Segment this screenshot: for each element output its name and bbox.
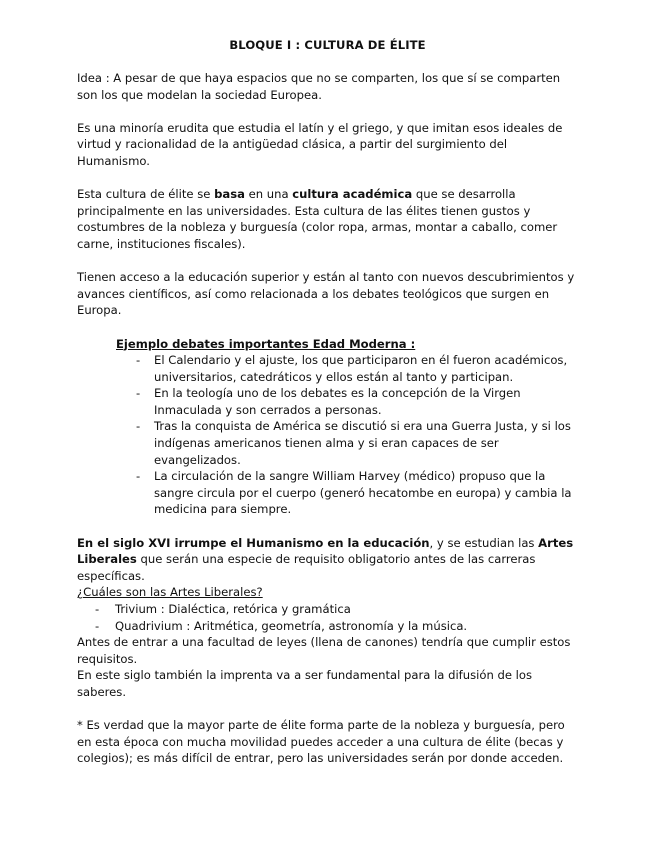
list-item: - Quadrivium : Aritmética, geometría, astronomía y la música. xyxy=(95,618,468,633)
requirements-paragraph: Antes de entrar a una facultad de leyes (llena de canones) tendría que cumplir estos requisitos. xyxy=(77,635,571,666)
list-item: - La circulación de la sangre William Harvey (médico) propuso que la sangre circula por el cuerpo (generó hecatombe en europa) y cambia la medicina para siempre. xyxy=(136,469,572,517)
minority-paragraph: Es una minoría erudita que estudia el latín y el griego, y que imitan esos ideales de virtud y racionalidad de la antigüedad clásica, a partir del surgimiento del Humanismo. xyxy=(77,120,563,168)
humanism-paragraph: En el siglo XVI irrumpe el Humanismo en la educación, y se estudian las Artes Liberales que serán una especie de requisito obligatorio antes de las carreras específicas. xyxy=(77,535,574,583)
list-item: - El Calendario y el ajuste, los que participaron en él fueron académicos, universitarios, catedráticos y ellos están al tanto y participan. xyxy=(136,353,568,384)
note-paragraph: * Es verdad que la mayor parte de élite forma parte de la nobleza y burguesía, pero en esta época con mucha movilidad puedes acceder a una cultura de élite (becas y colegios); es más difícil de entrar, pero las universidades serán por donde acceden. xyxy=(77,718,565,766)
list-item: - En la teología uno de los debates es la concepción de la Virgen Inmaculada y son cerrados a personas. xyxy=(136,386,521,417)
list-item: - Tras la conquista de América se discutió si era una Guerra Justa, y si los indígenas americanos tienen alma y si eran capaces de ser evangelizados. xyxy=(136,419,571,467)
examples-list xyxy=(136,352,582,518)
education-paragraph: Tienen acceso a la educación superior y están al tanto con nuevos descubrimientos y avances científicos, así como relacionada a los debates teológicos que surgen en Europa. xyxy=(77,270,575,318)
arts-question: ¿Cuáles son las Artes Liberales? xyxy=(77,585,263,600)
list-item: - Trivium : Dialéctica, retórica y gramática xyxy=(95,602,351,616)
examples-heading: Ejemplo debates importantes Edad Moderna : xyxy=(116,336,416,351)
bold-basa: basa xyxy=(214,187,245,202)
idea-paragraph: Idea : A pesar de que haya espacios que no se comparten, los que sí se comparten son los que modelan la sociedad Europea. xyxy=(77,71,561,102)
bold-cultura-academica: cultura académica xyxy=(292,187,413,202)
document-body xyxy=(77,70,582,767)
document-title: BLOQUE I : CULTURA DE ÉLITE xyxy=(229,38,426,52)
printing-paragraph: En este siglo también la imprenta va a ser fundamental para la difusión de los saberes. xyxy=(77,668,533,699)
academic-culture-paragraph: Esta cultura de élite se basa en una cultura académica que se desarrolla principalmente en las universidades. Esta cultura de las élites tienen gustos y costumbres de la nobleza y burguesía (color ropa, armas, montar a caballo, comer carne, instituciones fiscales). xyxy=(77,187,558,251)
arts-list xyxy=(95,601,582,634)
